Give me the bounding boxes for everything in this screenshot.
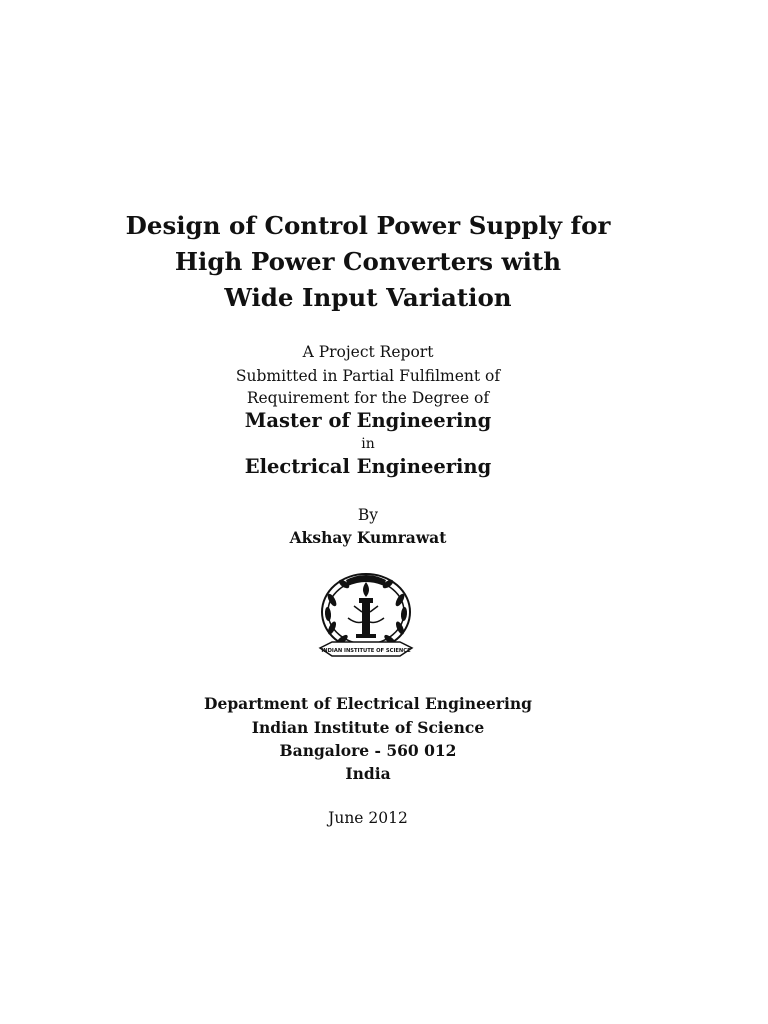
author-name: Akshay Kumrawat	[289, 528, 447, 547]
thesis-title-line-2: High Power Converters with	[174, 247, 562, 276]
field-name: Electrical Engineering	[244, 455, 492, 478]
submission-date: June 2012	[328, 809, 408, 827]
in-word: in	[361, 436, 375, 452]
institution-country: India	[345, 764, 391, 783]
seal-ribbon-text: INDIAN INSTITUTE OF SCIENCE	[321, 648, 411, 654]
institution-name: Indian Institute of Science	[251, 718, 485, 737]
thesis-title-line-1: Design of Control Power Supply for	[125, 211, 611, 240]
report-type: A Project Report	[302, 343, 434, 361]
thesis-title-line-3: Wide Input Variation	[224, 283, 512, 312]
thesis-title	[0, 208, 736, 316]
institution-city: Bangalore - 560 012	[279, 741, 457, 760]
seal-graphic	[318, 572, 414, 662]
by-label: By	[357, 506, 379, 524]
iisc-seal-icon	[318, 572, 414, 662]
degree-name: Master of Engineering	[244, 409, 492, 432]
submitted-line: Submitted in Partial Fulfilment of	[235, 367, 501, 385]
department: Department of Electrical Engineering	[204, 694, 532, 713]
requirement-line: Requirement for the Degree of	[246, 389, 490, 407]
